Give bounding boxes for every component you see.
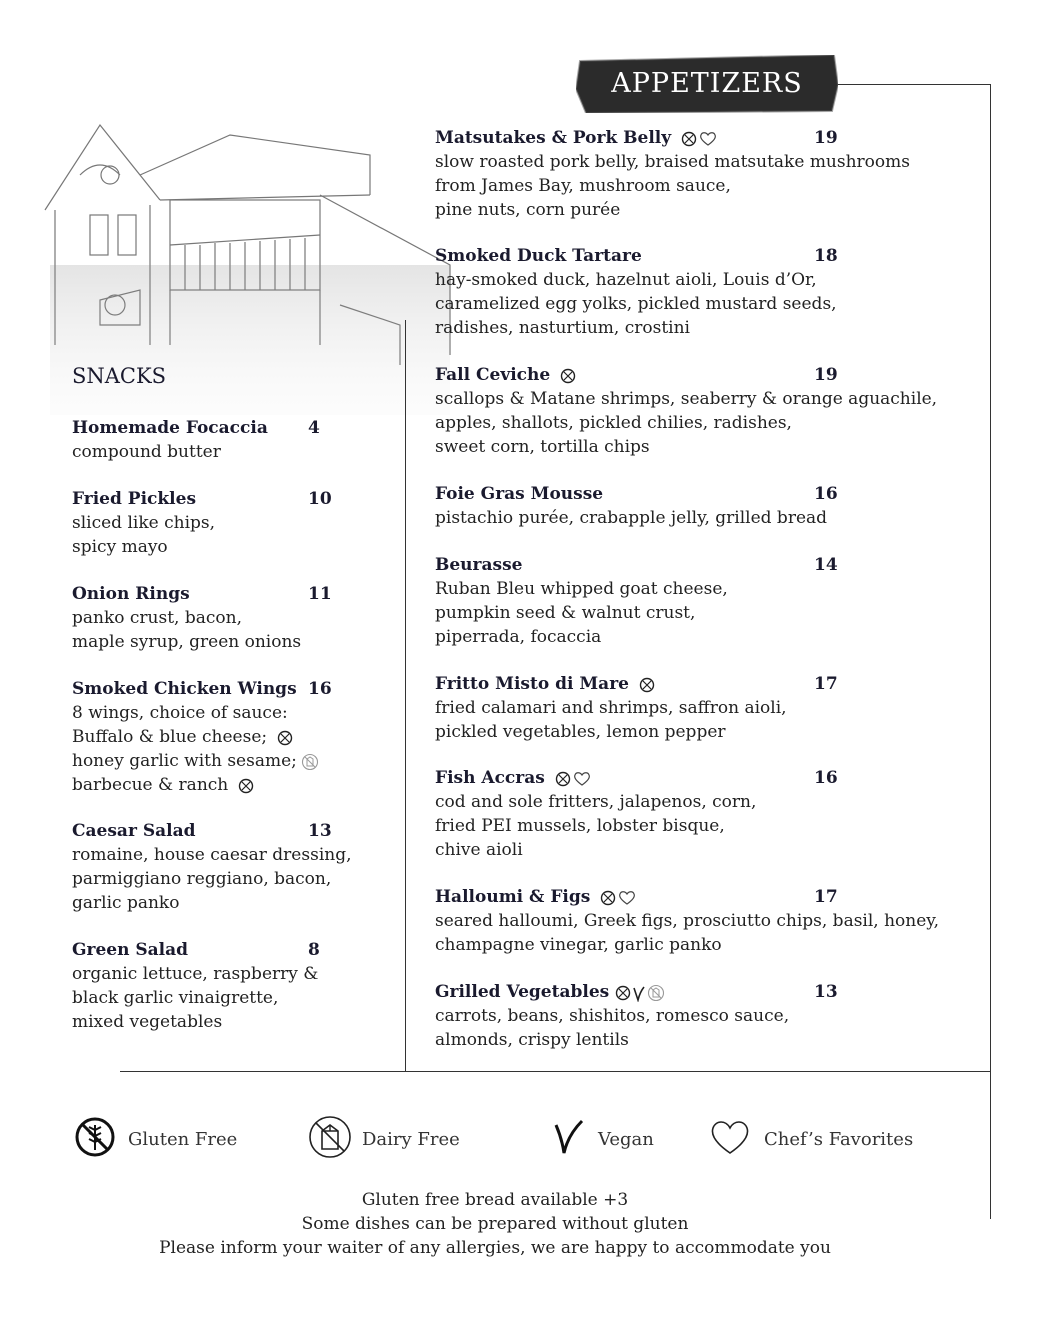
item-description: cod and sole fritters, jalapenos, corn, [435,792,757,812]
legend-label: Vegan [598,1128,654,1150]
menu-item-fried-pickles [72,487,332,559]
item-description: pickled vegetables, lemon pepper [435,722,726,742]
item-name: Grilled Vegetables [435,982,610,1002]
legend-chef-favorites [710,1116,913,1162]
legend-label: Gluten Free [128,1128,238,1150]
menu-item-onion-rings [72,582,332,654]
item-name: Foie Gras Mousse [435,484,604,504]
item-name: Halloumi & Figs [435,887,591,907]
item-description: fried PEI mussels, lobster bisque, [435,816,725,836]
item-description: Ruban Bleu whipped goat cheese, [435,579,728,599]
gluten-free-icon [600,890,616,906]
item-price: 19 [814,128,838,148]
menu-item-smoked-duck-tartare [435,244,837,340]
item-name: Homemade Focaccia [72,418,268,438]
item-description: piperrada, focaccia [435,627,602,647]
item-description: romaine, house caesar dressing, [72,845,352,865]
gluten-free-icon [615,985,631,1001]
item-price: 16 [814,484,838,504]
gluten-free-icon [74,1116,116,1162]
item-price: 17 [814,887,838,907]
right-border [990,84,991,1219]
footer-line: Please inform your waiter of any allergies, we are happy to accommodate you [159,1238,831,1258]
item-name: Fried Pickles [72,489,197,509]
menu-item-fish-accras [435,766,838,862]
item-name: Fall Ceviche [435,365,551,385]
item-name: Fritto Misto di Mare [435,674,629,694]
dairy-free-icon [308,1115,352,1163]
legend-gluten-free [74,1116,237,1162]
menu-item-grilled-vegetables [435,980,838,1052]
appetizers-banner [576,55,838,113]
footer-line: Some dishes can be prepared without gluten [301,1214,689,1234]
item-name: Matsutakes & Pork Belly [435,128,672,148]
item-description: carrots, beans, shishitos, romesco sauce, [435,1006,790,1026]
item-price: 10 [308,489,332,509]
legend-dairy-free [308,1116,460,1162]
item-description: almonds, crispy lentils [435,1030,629,1050]
item-description: barbecue & ranch [72,775,229,795]
item-description: garlic panko [72,893,180,913]
top-border [820,84,991,85]
gluten-free-icon [277,730,293,746]
item-name: Caesar Salad [72,821,196,841]
menu-item-homemade-focaccia [72,416,320,464]
item-description: pumpkin seed & walnut crust, [435,603,696,623]
item-description: fried calamari and shrimps, saffron aioli, [435,698,787,718]
appetizers-title: APPETIZERS [611,68,803,99]
column-divider [405,320,406,1072]
menu-item-beurasse [435,553,838,649]
menu-item-caesar-salad [72,819,352,915]
item-name: Beurasse [435,555,523,575]
item-name: Green Salad [72,940,189,960]
item-description: compound butter [72,442,221,462]
gluten-free-icon [555,771,571,787]
item-description: 8 wings, choice of sauce: [72,703,288,723]
chef-favorite-icon [699,131,717,147]
item-price: 19 [814,365,838,385]
item-description: seared halloumi, Greek figs, prosciutto chips, basil, honey, [435,911,940,931]
item-price: 13 [308,821,332,841]
item-name: Fish Accras [435,768,545,788]
item-price: 13 [814,982,838,1002]
menu-item-green-salad [72,938,318,1034]
gluten-free-icon [238,778,254,794]
item-description: chive aioli [435,840,523,860]
menu-item-foie-gras-mousse [435,482,838,530]
item-name: Smoked Duck Tartare [435,246,642,266]
item-description: panko crust, bacon, [72,608,242,628]
chef-favorite-icon [618,890,636,906]
item-price: 16 [814,768,838,788]
dairy-free-icon [301,753,319,771]
item-description: pistachio purée, crabapple jelly, grilled bread [435,508,828,528]
item-price: 8 [308,940,320,960]
item-description: pine nuts, corn purée [435,200,621,220]
menu-item-smoked-chicken-wings [72,677,332,797]
vegan-icon [632,984,646,1002]
item-description: radishes, nasturtium, crostini [435,318,690,338]
bottom-divider [120,1071,991,1072]
item-description: scallops & Matane shrimps, seaberry & orange aguachile, [435,389,938,409]
item-price: 16 [308,679,332,699]
item-description: hay-smoked duck, hazelnut aioli, Louis d’Or, [435,270,817,290]
dairy-free-icon [647,984,665,1002]
item-description: honey garlic with sesame; [72,751,297,771]
menu-item-fritto-misto-di-mare [435,672,838,744]
item-description: organic lettuce, raspberry & [72,964,319,984]
item-description: Buffalo & blue cheese; [72,727,268,747]
snacks-title: SNACKS [72,364,167,388]
item-description: champagne vinegar, garlic panko [435,935,722,955]
item-description: from James Bay, mushroom sauce, [435,176,731,196]
item-price: 17 [814,674,838,694]
item-description: caramelized egg yolks, pickled mustard seeds, [435,294,837,314]
item-description: parmiggiano reggiano, bacon, [72,869,332,889]
footer-line: Gluten free bread available +3 [361,1190,629,1210]
item-description: sweet corn, tortilla chips [435,437,650,457]
menu-item-halloumi-figs [435,885,939,957]
gluten-free-icon [639,677,655,693]
item-price: 4 [308,418,320,438]
item-description: sliced like chips, [72,513,216,533]
item-description: spicy mayo [72,537,168,557]
chef-favorite-icon [573,771,591,787]
gluten-free-icon [681,131,697,147]
vegan-icon [554,1117,584,1161]
menu-item-fall-ceviche [435,363,937,459]
legend-vegan [554,1116,654,1162]
legend-label: Dairy Free [362,1128,460,1150]
menu-item-matsutakes-pork-belly [435,126,910,222]
item-description: apples, shallots, pickled chilies, radishes, [435,413,792,433]
item-description: black garlic vinaigrette, [72,988,279,1008]
gluten-free-icon [560,368,576,384]
item-name: Smoked Chicken Wings [72,679,297,699]
item-price: 18 [814,246,838,266]
item-price: 11 [308,584,332,604]
item-description: slow roasted pork belly, braised matsutake mushrooms [435,152,910,172]
item-description: mixed vegetables [72,1012,223,1032]
footer-notes [100,1188,890,1260]
item-description: maple syrup, green onions [72,632,302,652]
legend-label: Chef’s Favorites [764,1128,914,1150]
item-price: 14 [814,555,838,575]
item-name: Onion Rings [72,584,190,604]
chef-favorite-icon [710,1118,750,1160]
